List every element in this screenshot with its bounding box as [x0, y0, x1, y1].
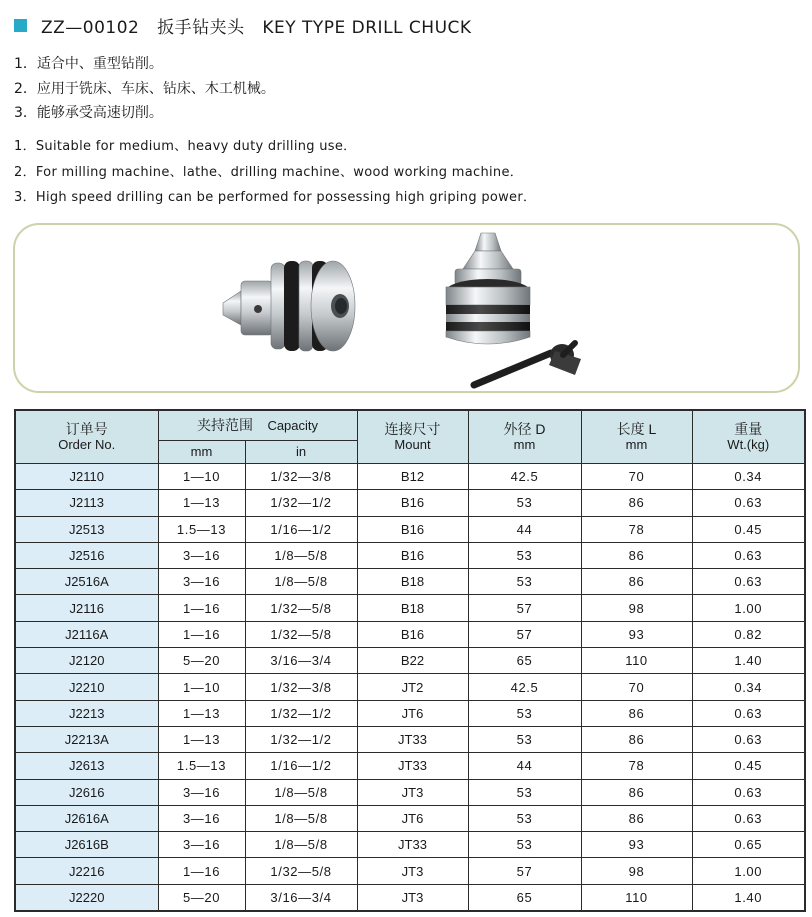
feature-en-item: 1．Suitable for medium、heavy duty drilling use．	[14, 139, 357, 154]
diameter-cell: 53	[468, 542, 581, 568]
order-no-cell: J2110	[15, 464, 158, 490]
table-row	[15, 621, 805, 647]
product-photo-illustration	[15, 225, 800, 393]
diameter-cell: 42.5	[468, 464, 581, 490]
diameter-cell: 53	[468, 490, 581, 516]
diameter-cell: 53	[468, 569, 581, 595]
capacity-mm-cell: 3—16	[158, 805, 245, 831]
feature-cn-item: 1．适合中、重型钻削。	[14, 56, 163, 72]
capacity-mm-cell: 1.5—13	[158, 753, 245, 779]
weight-cell: 0.63	[692, 779, 805, 805]
title-code: ZZ—00102	[41, 17, 140, 38]
capacity-in-cell: 1/32—3/8	[245, 674, 357, 700]
weight-cell: 0.82	[692, 621, 805, 647]
diameter-cell: 65	[468, 884, 581, 911]
capacity-in-cell: 1/16—1/2	[245, 753, 357, 779]
weight-cell: 0.34	[692, 674, 805, 700]
order-no-cell: J2116A	[15, 621, 158, 647]
capacity-in-cell: 1/8—5/8	[245, 832, 357, 858]
diameter-cell: 44	[468, 753, 581, 779]
capacity-mm-cell: 5—20	[158, 884, 245, 911]
diameter-cell: 53	[468, 832, 581, 858]
order-no-cell: J2513	[15, 516, 158, 542]
chuck-key	[474, 343, 581, 385]
capacity-mm-cell: 1—13	[158, 726, 245, 752]
length-cell: 86	[581, 542, 692, 568]
length-cell: 98	[581, 858, 692, 884]
weight-cell: 0.65	[692, 832, 805, 858]
table-row	[15, 464, 805, 490]
length-cell: 78	[581, 753, 692, 779]
length-cell: 70	[581, 464, 692, 490]
length-cell: 110	[581, 648, 692, 674]
diameter-cell: 65	[468, 648, 581, 674]
table-row	[15, 516, 805, 542]
length-cell: 86	[581, 805, 692, 831]
table-row	[15, 542, 805, 568]
weight-cell: 0.34	[692, 464, 805, 490]
capacity-in-cell: 1/16—1/2	[245, 516, 357, 542]
weight-cell: 1.00	[692, 595, 805, 621]
mount-cell: B16	[357, 542, 468, 568]
diameter-cell: 53	[468, 779, 581, 805]
table-row	[15, 832, 805, 858]
capacity-mm-cell: 1—13	[158, 700, 245, 726]
header-weight: 重量 Wt.(kg)	[692, 410, 805, 464]
mount-cell: JT3	[357, 779, 468, 805]
feature-cn-item: 3．能够承受高速切削。	[14, 105, 163, 121]
capacity-in-cell: 1/32—1/2	[245, 726, 357, 752]
length-cell: 86	[581, 569, 692, 595]
drill-chuck-side-view	[223, 261, 355, 351]
weight-cell: 0.63	[692, 569, 805, 595]
diameter-cell: 44	[468, 516, 581, 542]
order-no-cell: J2216	[15, 858, 158, 884]
length-cell: 78	[581, 516, 692, 542]
title-square-icon	[14, 19, 27, 32]
mount-cell: JT33	[357, 753, 468, 779]
table-row	[15, 858, 805, 884]
mount-cell: JT33	[357, 726, 468, 752]
order-no-cell: J2616B	[15, 832, 158, 858]
mount-cell: JT2	[357, 674, 468, 700]
capacity-in-cell: 3/16—3/4	[245, 884, 357, 911]
order-no-cell: J2213A	[15, 726, 158, 752]
mount-cell: B16	[357, 516, 468, 542]
capacity-mm-cell: 1—10	[158, 674, 245, 700]
weight-cell: 0.63	[692, 805, 805, 831]
length-cell: 86	[581, 779, 692, 805]
capacity-in-cell: 1/32—3/8	[245, 464, 357, 490]
mount-cell: B16	[357, 490, 468, 516]
table-row	[15, 805, 805, 831]
capacity-in-cell: 1/8—5/8	[245, 569, 357, 595]
length-cell: 110	[581, 884, 692, 911]
length-cell: 93	[581, 832, 692, 858]
diameter-cell: 57	[468, 858, 581, 884]
capacity-mm-cell: 3—16	[158, 569, 245, 595]
table-row	[15, 726, 805, 752]
length-cell: 93	[581, 621, 692, 647]
weight-cell: 0.63	[692, 700, 805, 726]
weight-cell: 1.00	[692, 858, 805, 884]
drill-chuck-front-view	[446, 233, 530, 344]
weight-cell: 0.63	[692, 542, 805, 568]
capacity-mm-cell: 1—16	[158, 595, 245, 621]
table-row	[15, 648, 805, 674]
diameter-cell: 53	[468, 805, 581, 831]
capacity-mm-cell: 3—16	[158, 542, 245, 568]
mount-cell: JT3	[357, 884, 468, 911]
capacity-mm-cell: 1—16	[158, 621, 245, 647]
capacity-mm-cell: 1.5—13	[158, 516, 245, 542]
capacity-in-cell: 1/32—5/8	[245, 621, 357, 647]
mount-cell: B18	[357, 569, 468, 595]
mount-cell: JT33	[357, 832, 468, 858]
table-row	[15, 700, 805, 726]
capacity-in-cell: 1/32—1/2	[245, 490, 357, 516]
table-row	[15, 779, 805, 805]
weight-cell: 1.40	[692, 648, 805, 674]
capacity-in-cell: 1/8—5/8	[245, 805, 357, 831]
capacity-mm-cell: 3—16	[158, 832, 245, 858]
order-no-cell: J2220	[15, 884, 158, 911]
feature-cn-item: 2．应用于铣床、车床、钻床、木工机械。	[14, 80, 275, 97]
capacity-in-cell: 1/8—5/8	[245, 542, 357, 568]
weight-cell: 0.45	[692, 753, 805, 779]
product-photo-panel	[13, 223, 800, 393]
weight-cell: 0.63	[692, 726, 805, 752]
mount-cell: JT6	[357, 805, 468, 831]
capacity-in-cell: 1/8—5/8	[245, 779, 357, 805]
table-row	[15, 674, 805, 700]
mount-cell: B12	[357, 464, 468, 490]
feature-list-english	[14, 134, 536, 211]
table-row	[15, 569, 805, 595]
order-no-cell: J2616A	[15, 805, 158, 831]
feature-list-chinese	[14, 52, 275, 126]
order-no-cell: J2616	[15, 779, 158, 805]
capacity-in-cell: 3/16—3/4	[245, 648, 357, 674]
mount-cell: JT6	[357, 700, 468, 726]
capacity-in-cell: 1/32—1/2	[245, 700, 357, 726]
page-title	[14, 12, 472, 38]
order-no-cell: J2613	[15, 753, 158, 779]
capacity-in-cell: 1/32—5/8	[245, 595, 357, 621]
header-mount: 连接尺寸 Mount	[357, 410, 468, 464]
header-length: 长度 L mm	[581, 410, 692, 464]
feature-en-item: 3．High speed drilling can be performed for possessing high griping power．	[14, 190, 537, 205]
length-cell: 98	[581, 595, 692, 621]
diameter-cell: 57	[468, 595, 581, 621]
table-row	[15, 490, 805, 516]
order-no-cell: J2516A	[15, 569, 158, 595]
capacity-mm-cell: 3—16	[158, 779, 245, 805]
weight-cell: 0.45	[692, 516, 805, 542]
length-cell: 70	[581, 674, 692, 700]
header-order-no: 订单号 Order No.	[15, 410, 158, 464]
header-diameter: 外径 D mm	[468, 410, 581, 464]
title-chinese: 扳手钻夹头	[157, 17, 245, 38]
specification-table	[14, 409, 806, 912]
mount-cell: JT3	[357, 858, 468, 884]
header-capacity-in: in	[245, 441, 357, 464]
header-capacity-mm: mm	[158, 441, 245, 464]
diameter-cell: 42.5	[468, 674, 581, 700]
table-row	[15, 884, 805, 911]
title-english: KEY TYPE DRILL CHUCK	[262, 17, 472, 38]
order-no-cell: J2116	[15, 595, 158, 621]
mount-cell: B16	[357, 621, 468, 647]
capacity-mm-cell: 1—10	[158, 464, 245, 490]
order-no-cell: J2113	[15, 490, 158, 516]
diameter-cell: 57	[468, 621, 581, 647]
header-capacity: 夹持范围 Capacity	[158, 410, 357, 441]
mount-cell: B22	[357, 648, 468, 674]
specification-table-body	[15, 464, 805, 912]
mount-cell: B18	[357, 595, 468, 621]
weight-cell: 0.63	[692, 490, 805, 516]
table-row	[15, 753, 805, 779]
order-no-cell: J2120	[15, 648, 158, 674]
capacity-mm-cell: 5—20	[158, 648, 245, 674]
capacity-in-cell: 1/32—5/8	[245, 858, 357, 884]
diameter-cell: 53	[468, 700, 581, 726]
capacity-mm-cell: 1—13	[158, 490, 245, 516]
order-no-cell: J2210	[15, 674, 158, 700]
order-no-cell: J2213	[15, 700, 158, 726]
length-cell: 86	[581, 490, 692, 516]
weight-cell: 1.40	[692, 884, 805, 911]
order-no-cell: J2516	[15, 542, 158, 568]
table-row	[15, 595, 805, 621]
length-cell: 86	[581, 726, 692, 752]
feature-en-item: 2．For milling machine、lathe、drilling machine、wood working machine．	[14, 164, 524, 180]
diameter-cell: 53	[468, 726, 581, 752]
capacity-mm-cell: 1—16	[158, 858, 245, 884]
length-cell: 86	[581, 700, 692, 726]
